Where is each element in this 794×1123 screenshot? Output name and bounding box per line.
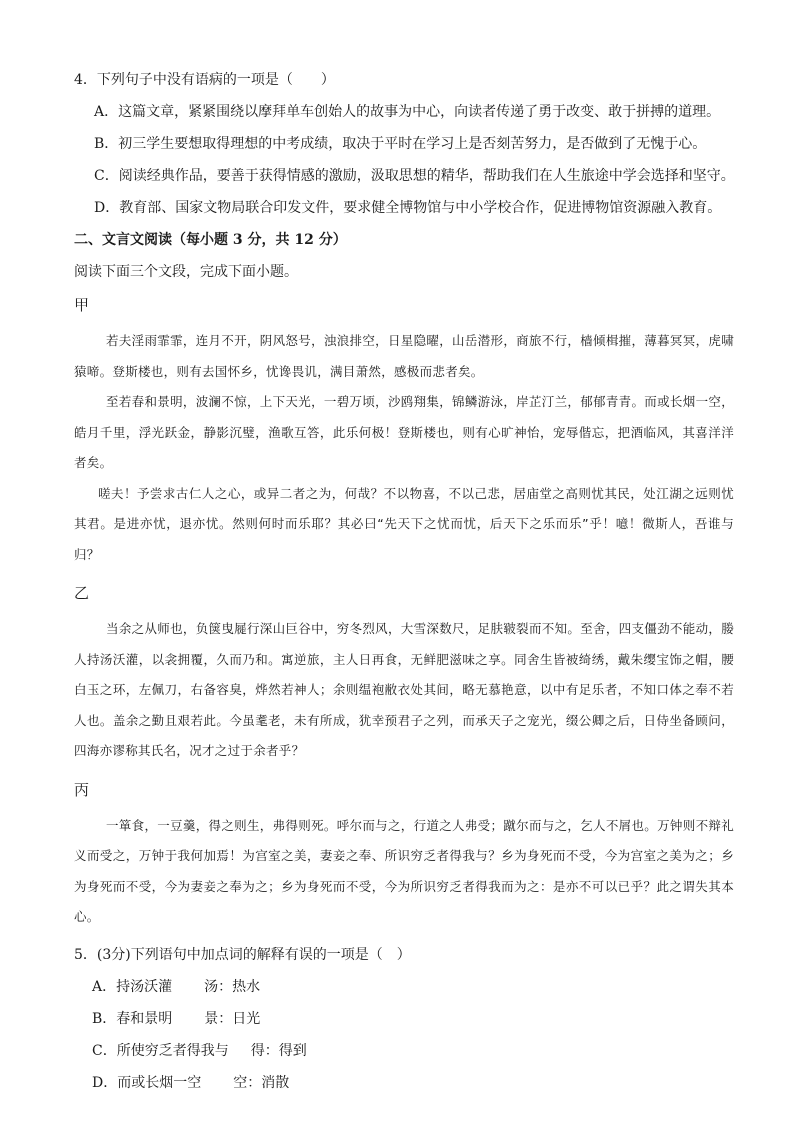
passage-jia xyxy=(74,326,734,570)
passage-jia-label: 甲 xyxy=(74,296,90,314)
passage-yi-paragraph: 当余之从师也，负箧曳屣行深山巨谷中，穷冬烈风，大雪深数尺，足肤皲裂而不知。至舍，四支僵劲不能动，媵人持汤沃灌，以衾拥覆，久而乃和。寓逆旅，主人日再食，无鲜肥滋味之享。同舍生皆被绮绣，戴朱缨宝饰之帽，腰白玉之环，左佩刀，右备容臭，烨然若神人；余则缊袍敝衣处其间，略无慕艳意，以中有足乐者，不知口体之奉不若人也。盖余之勤且艰若此。今虽耄老，未有所成，犹幸预君子之列，而承天子之宠光，缀公卿之后，日侍坐备顾问，四海亦谬称其氏名，况才之过于余者乎？ xyxy=(74,621,734,758)
option-gloss: 空：消散 xyxy=(233,1074,290,1091)
option-gloss: 得：得到 xyxy=(250,1042,307,1059)
option-letter: D． xyxy=(92,1074,118,1091)
question-4-option-a: A．这篇文章，紧紧围绕以摩拜单车创始人的故事为中心，向读者传递了勇于改变、敢于拼搏的道理。 xyxy=(94,104,721,120)
question-4-option-d: D．教育部、国家文物局联合印发文件，要求健全博物馆与中小学校合作，促进博物馆资源融入教育。 xyxy=(94,200,722,216)
passage-bing xyxy=(74,811,734,933)
question-4-option-b: B．初三学生要想取得理想的中考成绩，取决于平时在学习上是否刻苦努力，是否做到了无愧于心。 xyxy=(94,136,707,152)
passage-bing-label: 丙 xyxy=(74,780,90,799)
option-phrase: 春和景明 xyxy=(116,1010,173,1027)
option-letter: A． xyxy=(92,978,117,995)
section-2-intro: 阅读下面三个文段，完成下面小题。 xyxy=(74,264,298,280)
question-5-option-b xyxy=(74,1003,734,1035)
passage-bing-paragraph: 一箪食，一豆羹，得之则生，弗得则死。呼尔而与之，行道之人弗受；蹴尔而与之，乞人不屑也。万钟则不辩礼义而受之，万钟于我何加焉！为宫室之美，妻妾之奉、所识穷乏者得我与？乡为身死而不受，今为宫室之美为之；乡为身死而不受，今为妻妾之奉为之；乡为身死而不受，今为所识穷乏者得我而为之：是亦不可以已乎？此之谓失其本心。 xyxy=(74,817,734,924)
question-4-stem: 4．下列句子中没有语病的一项是（ ） xyxy=(74,72,335,88)
question-5-stem: 5．(3分)下列语句中加点词的解释有误的一项是（ ） xyxy=(74,946,411,963)
option-letter: C． xyxy=(92,1042,117,1059)
option-phrase: 所使穷乏者得我与 xyxy=(116,1042,229,1059)
passage-jia-paragraph: 嗟夫！予尝求古仁人之心，或异二者之为，何哉？不以物喜，不以己悲，居庙堂之高则忧其民，处江湖之远则忧其君。是进亦忧，退亦忧。然则何时而乐耶？其必曰“先天下之忧而忧，后天下之乐而乐”乎！噫！微斯人，吾谁与归？ xyxy=(74,485,734,562)
question-4-option-c: C．阅读经典作品，要善于获得情感的激励，汲取思想的精华，帮助我们在人生旅途中学会选择和坚守。 xyxy=(94,168,735,184)
option-letter: B． xyxy=(92,1010,117,1027)
option-gloss: 汤：热水 xyxy=(204,978,261,995)
passage-jia-paragraph: 至若春和景明，波澜不惊，上下天光，一碧万顷，沙鸥翔集，锦鳞游泳，岸芷汀兰，郁郁青青。而或长烟一空，皓月千里，浮光跃金，静影沉璧，渔歌互答，此乐何极！登斯楼也，则有心旷神怡，宠辱偕忘，把酒临风，其喜洋洋者矣。 xyxy=(74,394,734,470)
question-5-option-d xyxy=(74,1067,734,1099)
passage-yi xyxy=(74,614,734,767)
passage-jia-paragraph: 若夫淫雨霏霏，连月不开，阴风怒号，浊浪排空，日星隐曜，山岳潜形，商旅不行，樯倾楫摧，薄暮冥冥，虎啸猿啼。登斯楼也，则有去国怀乡，忧谗畏讥，满目萧然，感极而悲者矣。 xyxy=(74,333,734,379)
option-gloss: 景：日光 xyxy=(204,1010,261,1027)
passage-yi-label: 乙 xyxy=(74,584,90,602)
section-2-heading: 二、文言文阅读（每小题 3 分，共 12 分） xyxy=(74,232,347,248)
question-5-option-a xyxy=(74,971,734,1003)
option-phrase: 持汤沃灌 xyxy=(116,978,173,995)
question-5-option-c xyxy=(74,1035,734,1067)
option-phrase: 而或长烟一空 xyxy=(117,1074,202,1091)
